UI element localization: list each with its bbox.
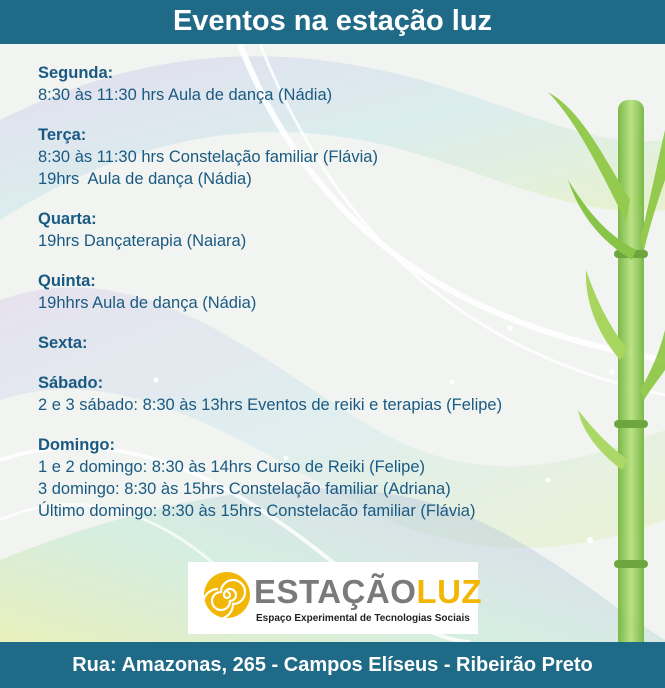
logo-word-part1: ESTAÇÃO bbox=[254, 573, 417, 610]
page-title: Eventos na estação luz bbox=[0, 0, 665, 44]
day-block bbox=[38, 124, 598, 190]
event-entry: 8:30 às 11:30 hrs Constelação familiar (Flávia) bbox=[38, 148, 378, 166]
schedule-list bbox=[38, 62, 598, 540]
day-name: Terça: bbox=[38, 126, 87, 144]
spiral-sun-icon bbox=[202, 570, 252, 620]
day-name: Sexta: bbox=[38, 334, 88, 352]
day-name: Domingo: bbox=[38, 436, 115, 454]
event-entry: 19hrs Aula de dança (Nádia) bbox=[38, 170, 252, 188]
logo bbox=[188, 562, 483, 634]
day-block bbox=[38, 434, 598, 522]
event-entry: Último domingo: 8:30 às 15hrs Constelacão familiar (Flávia) bbox=[38, 502, 476, 520]
address-footer: Rua: Amazonas, 265 - Campos Elíseus - Ribeirão Preto bbox=[0, 642, 665, 688]
logo-subtitle: Espaço Experimental de Tecnologias Sociais bbox=[256, 613, 470, 624]
day-block bbox=[38, 270, 598, 314]
day-name: Segunda: bbox=[38, 64, 114, 82]
event-entry: 1 e 2 domingo: 8:30 às 14hrs Curso de Reiki (Felipe) bbox=[38, 458, 426, 476]
day-block bbox=[38, 208, 598, 252]
event-entry: 2 e 3 sábado: 8:30 às 13hrs Eventos de reiki e terapias (Felipe) bbox=[38, 396, 503, 414]
logo-wordmark bbox=[254, 574, 482, 610]
day-block bbox=[38, 62, 598, 106]
event-entry: 8:30 às 11:30 hrs Aula de dança (Nádia) bbox=[38, 86, 333, 104]
event-entry: 3 domingo: 8:30 às 15hrs Constelação familiar (Adriana) bbox=[38, 480, 451, 498]
day-name: Quinta: bbox=[38, 272, 96, 290]
logo-word-part2: LUZ bbox=[416, 573, 483, 610]
day-block bbox=[38, 372, 598, 416]
event-entry: 19hrs Dançaterapia (Naiara) bbox=[38, 232, 247, 250]
day-name: Sábado: bbox=[38, 374, 104, 392]
day-block bbox=[38, 332, 598, 354]
event-entry: 19hhrs Aula de dança (Nádia) bbox=[38, 294, 257, 312]
day-name: Quarta: bbox=[38, 210, 97, 228]
